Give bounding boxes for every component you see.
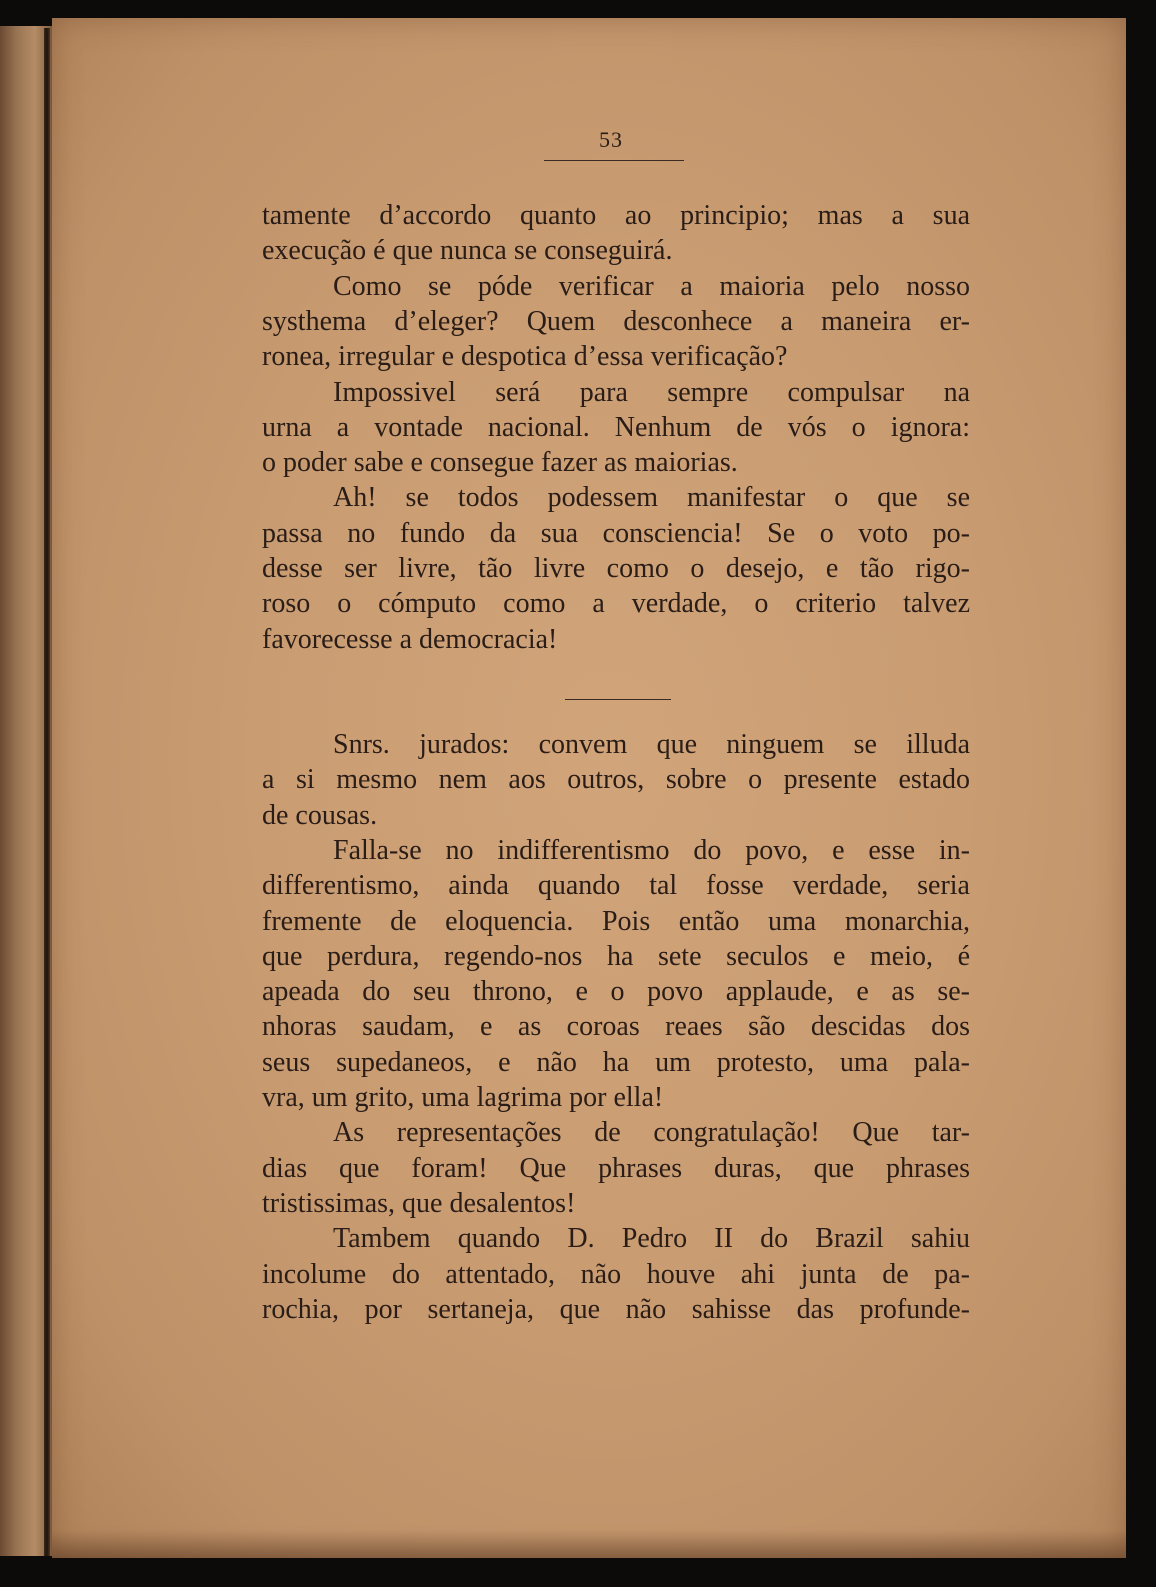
text-line: ronea, irregular e despotica d’essa verificação? <box>262 341 788 373</box>
text-line: Impossivel será para sempre compulsar na <box>333 376 970 408</box>
text-line: differentismo, ainda quando tal fosse verdade, seria <box>262 870 970 902</box>
text-line: desse ser livre, tão livre como o desejo, e tão rigo- <box>262 553 970 584</box>
text-line: roso o cómputo como a verdade, o criterio talvez <box>262 588 970 620</box>
text-line: tamente d’accordo quanto ao principio; mas a sua <box>262 200 970 231</box>
text-line: apeada do seu throno, e o povo applaude, e as se- <box>262 976 970 1008</box>
text-line: Ah! se todos podessem manifestar o que se <box>333 482 970 514</box>
text-line: que perdura, regendo-nos ha sete seculos e meio, é <box>262 940 970 972</box>
text-line: rochia, por sertaneja, que não sahisse das profunde- <box>262 1293 970 1325</box>
text-line: seus supedaneos, e não ha um protesto, uma pala- <box>262 1046 970 1078</box>
text-line: passa no fundo da sua consciencia! Se o voto po- <box>262 517 970 549</box>
binding-edge <box>44 28 50 1556</box>
text-line: Tambem quando D. Pedro II do Brazil sahiu <box>333 1223 970 1255</box>
paper-bottom-shadow <box>52 1530 1126 1558</box>
text-line: As representações de congratulação! Que tar- <box>333 1117 970 1149</box>
text-line: o poder sabe e consegue fazer as maiorias. <box>262 447 738 479</box>
section-divider <box>565 699 671 700</box>
text-line: Snrs. jurados: convem que ninguem se illuda <box>333 729 970 760</box>
text-line: Como se póde verificar a maioria pelo nosso <box>333 270 970 302</box>
text-line: vra, um grito, uma lagrima por ella! <box>262 1082 664 1113</box>
page-number: 53 <box>599 127 623 152</box>
text-line: incolume do attentado, não houve ahi junta de pa- <box>262 1258 970 1290</box>
text-line: urna a vontade nacional. Nenhum de vós o ignora: <box>262 411 970 443</box>
text-line: fremente de eloquencia. Pois então uma monarchia, <box>262 905 970 937</box>
text-line: favorecesse a democracia! <box>262 623 558 655</box>
text-line: de cousas. <box>262 799 378 831</box>
text-line: nhoras saudam, e as coroas reaes são descidas dos <box>262 1011 970 1043</box>
text-line: a si mesmo nem aos outros, sobre o presente estado <box>262 764 970 796</box>
text-line: dias que foram! Que phrases duras, que phrases <box>262 1152 970 1184</box>
text-line: tristissimas, que desalentos! <box>262 1187 576 1219</box>
text-line: Falla-se no indifferentismo do povo, e esse in- <box>333 834 970 866</box>
header-rule <box>544 160 684 161</box>
text-line: execução é que nunca se conseguirá. <box>262 235 673 267</box>
text-line: systhema d’eleger? Quem desconhece a maneira er- <box>262 305 970 337</box>
